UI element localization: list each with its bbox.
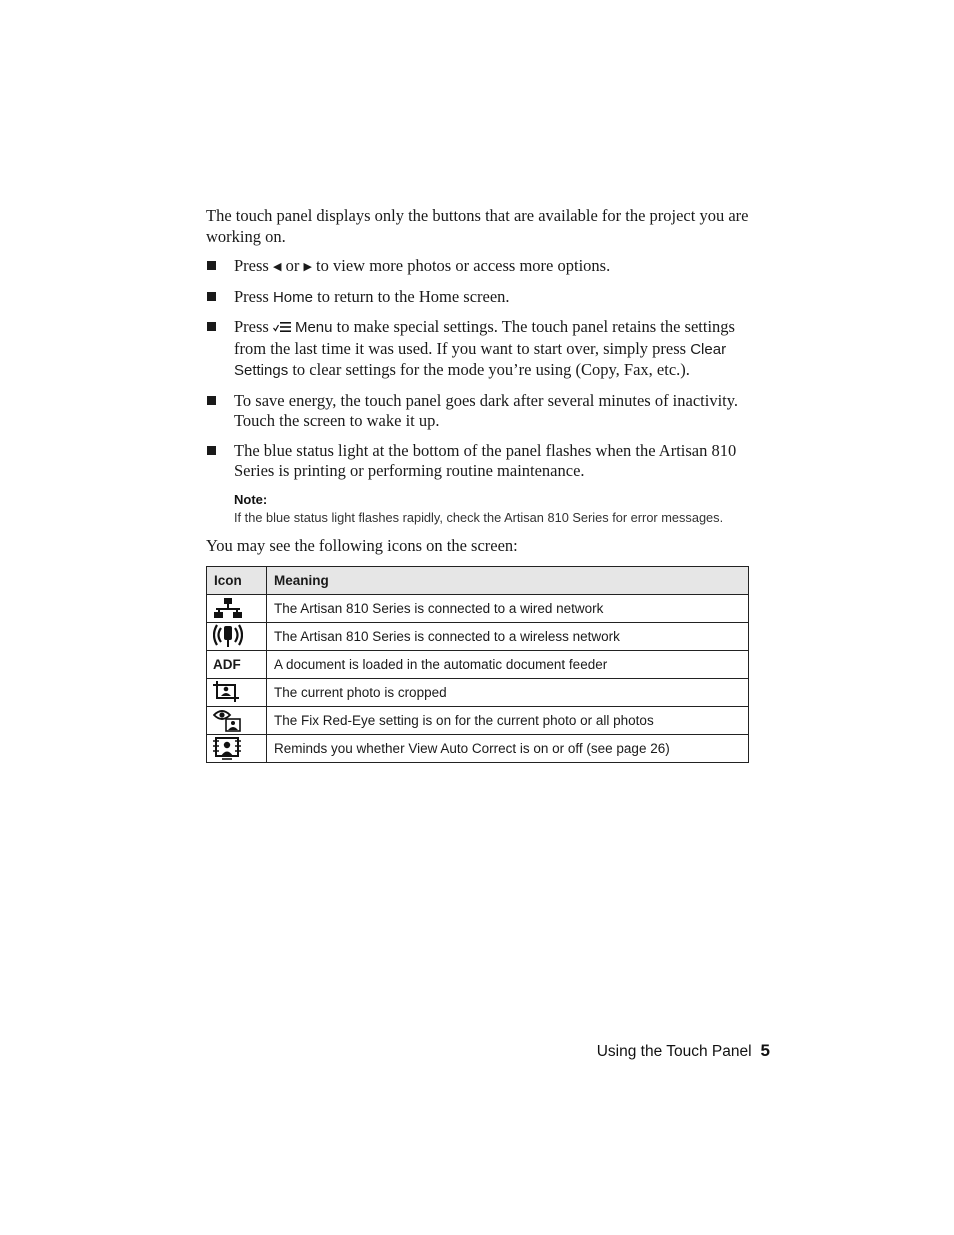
table-row: [207, 622, 749, 650]
icon-cell-adf: ADF: [207, 650, 267, 678]
page-number: 5: [760, 1041, 770, 1060]
wired-network-icon: [213, 597, 260, 619]
list-item: Press ◀ or ▶ to view more photos or access more options.: [206, 256, 751, 278]
note-title: Note:: [234, 491, 268, 507]
table-row: [207, 650, 749, 678]
meaning-cell: The Artisan 810 Series is connected to a wireless network: [267, 622, 749, 650]
menu-icon: [273, 318, 291, 339]
icon-cell: [207, 594, 267, 622]
header-meaning: Meaning: [267, 566, 749, 594]
list-item: Press Menu to make special settings. The touch panel retains the settings from the last time it was used. If you want to start over, simply press Clear Settings to clear settings for the mode you’re using (Copy, Fax, etc.).: [206, 317, 751, 382]
bullet-square-icon: [207, 261, 216, 270]
list-item: Press Home to return to the Home screen.: [206, 287, 751, 309]
icons-intro: You may see the following icons on the screen:: [206, 535, 518, 555]
intro-paragraph: The touch panel displays only the buttons that are available for the project you are working on.: [206, 206, 749, 246]
red-eye-icon: [213, 708, 260, 732]
table-row: [207, 678, 749, 706]
table-row: [207, 734, 749, 762]
table-header-row: [207, 566, 749, 594]
meaning-cell: The current photo is cropped: [267, 678, 749, 706]
bullet-square-icon: [207, 446, 216, 455]
icon-cell: [207, 622, 267, 650]
note-text: If the blue status light flashes rapidly, check the Artisan 810 Series for error messages.: [234, 509, 724, 525]
tips-list: [206, 256, 751, 482]
menu-button-label: Menu: [294, 319, 333, 336]
right-arrow-icon: ▶: [303, 261, 312, 273]
meaning-cell: The Fix Red-Eye setting is on for the current photo or all photos: [267, 706, 749, 734]
meaning-cell: A document is loaded in the automatic document feeder: [267, 650, 749, 678]
meaning-cell: The Artisan 810 Series is connected to a wired network: [267, 594, 749, 622]
page-footer: [597, 1041, 770, 1061]
footer-section-title: Using the Touch Panel: [596, 1043, 752, 1060]
table-row: [207, 706, 749, 734]
header-icon: Icon: [207, 566, 267, 594]
meaning-cell: Reminds you whether View Auto Correct is on or off (see page 26): [267, 734, 749, 762]
page-content: [206, 205, 751, 763]
list-item: The blue status light at the bottom of the panel flashes when the Artisan 810 Series is printing or performing routine maintenance.: [206, 441, 751, 482]
clear-settings-label: Clear Settings: [234, 340, 727, 379]
bullet-square-icon: [207, 396, 216, 405]
home-button-label: Home: [272, 288, 313, 306]
icon-cell: [207, 734, 267, 762]
wireless-network-icon: [213, 624, 260, 648]
bullet-square-icon: [207, 322, 216, 331]
note-box: [234, 491, 751, 527]
icon-cell: [207, 706, 267, 734]
crop-icon: [213, 681, 260, 703]
icons-table: [206, 566, 749, 763]
bullet-square-icon: [207, 292, 216, 301]
icon-cell: [207, 678, 267, 706]
list-item: To save energy, the touch panel goes dark after several minutes of inactivity. Touch the screen to wake it up.: [206, 391, 751, 432]
left-arrow-icon: ◀: [272, 261, 282, 273]
table-row: [207, 594, 749, 622]
auto-correct-icon: [213, 736, 260, 760]
